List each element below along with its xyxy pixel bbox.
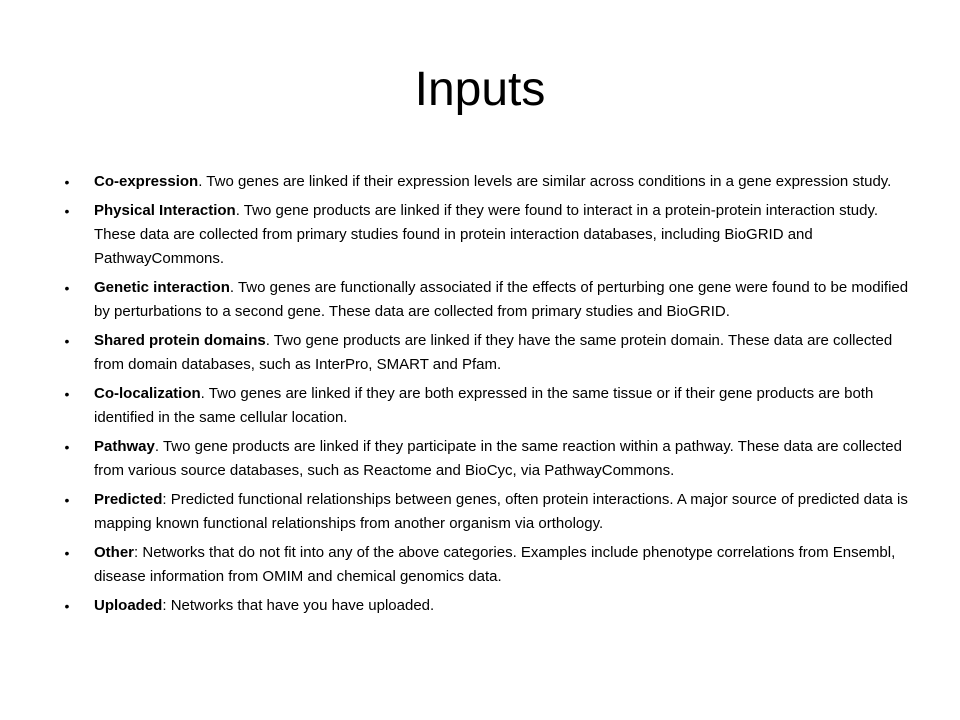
slide-title: Inputs <box>414 63 546 116</box>
bullet-item-pathway <box>60 435 910 483</box>
bullet-description: Predicted functional relationships between genes, often protein interactions. A major source of predicted data is mapping known functional relationships from another organism via orthology. <box>94 491 908 532</box>
bullet-description: Two gene products are linked if they have the same protein domain. These data are collected from domain databases, such as InterPro, SMART and Pfam. <box>94 332 893 373</box>
bullet-icon: • <box>64 439 70 455</box>
bullet-icon: • <box>64 386 70 402</box>
bullet-term: Predicted <box>94 491 163 508</box>
bullet-item-predicted <box>60 488 910 536</box>
bullet-term: Pathway <box>94 438 155 455</box>
bullet-icon: • <box>64 333 70 349</box>
bullet-icon: • <box>64 492 70 508</box>
bullet-separator: . <box>200 385 209 402</box>
bullet-term: Co-localization <box>94 385 201 402</box>
bullet-item-uploaded <box>60 594 910 618</box>
bullet-description: Two genes are functionally associated if the effects of perturbing one gene were found to be modified by perturbations to a second gene. These data are collected from primary studies and BioGRID. <box>94 279 909 320</box>
bullet-separator: : <box>162 491 171 508</box>
bullet-description: Two genes are linked if they are both expressed in the same tissue or if their gene products are both identified in the same cellular location. <box>94 385 874 426</box>
bullet-item-co-expression <box>60 170 910 194</box>
bullet-description: Networks that have you have uploaded. <box>170 597 435 614</box>
bullet-item-other <box>60 541 910 589</box>
bullet-term: Uploaded <box>94 597 163 614</box>
bullet-term: Physical Interaction <box>94 202 236 219</box>
bullet-icon: • <box>64 598 70 614</box>
bullet-separator: . <box>198 173 207 190</box>
bullet-description: Two gene products are linked if they participate in the same reaction within a pathway. These data are collected from various source databases, such as Reactome and BioCyc, via PathwayCommons. <box>94 438 902 479</box>
bullet-separator: . <box>229 279 238 296</box>
bullet-separator: : <box>134 544 143 561</box>
bullet-term: Genetic interaction <box>94 279 230 296</box>
bullet-separator: . <box>154 438 163 455</box>
bullet-term: Shared protein domains <box>94 332 266 349</box>
bullet-separator: . <box>265 332 274 349</box>
bullet-separator: : <box>162 597 171 614</box>
bullet-term: Other <box>94 544 135 561</box>
bullet-description: Two genes are linked if their expression levels are similar across conditions in a gene expression study. <box>206 173 892 190</box>
bullet-separator: . <box>235 202 244 219</box>
bullet-icon: • <box>64 174 70 190</box>
bullet-item-genetic-interaction <box>60 276 910 324</box>
bullet-description: Two gene products are linked if they were found to interact in a protein-protein interaction study. These data are collected from primary studies found in protein interaction databases, including BioGRID and PathwayCommons. <box>94 202 879 267</box>
bullet-item-physical-interaction <box>60 199 910 271</box>
bullet-list <box>60 170 910 623</box>
bullet-item-shared-protein-domains <box>60 329 910 377</box>
bullet-description: Networks that do not fit into any of the above categories. Examples include phenotype correlations from Ensembl, disease information from OMIM and chemical genomics data. <box>94 544 896 585</box>
bullet-term: Co-expression <box>94 173 199 190</box>
bullet-item-co-localization <box>60 382 910 430</box>
bullet-icon: • <box>64 280 70 296</box>
bullet-icon: • <box>64 545 70 561</box>
bullet-icon: • <box>64 203 70 219</box>
